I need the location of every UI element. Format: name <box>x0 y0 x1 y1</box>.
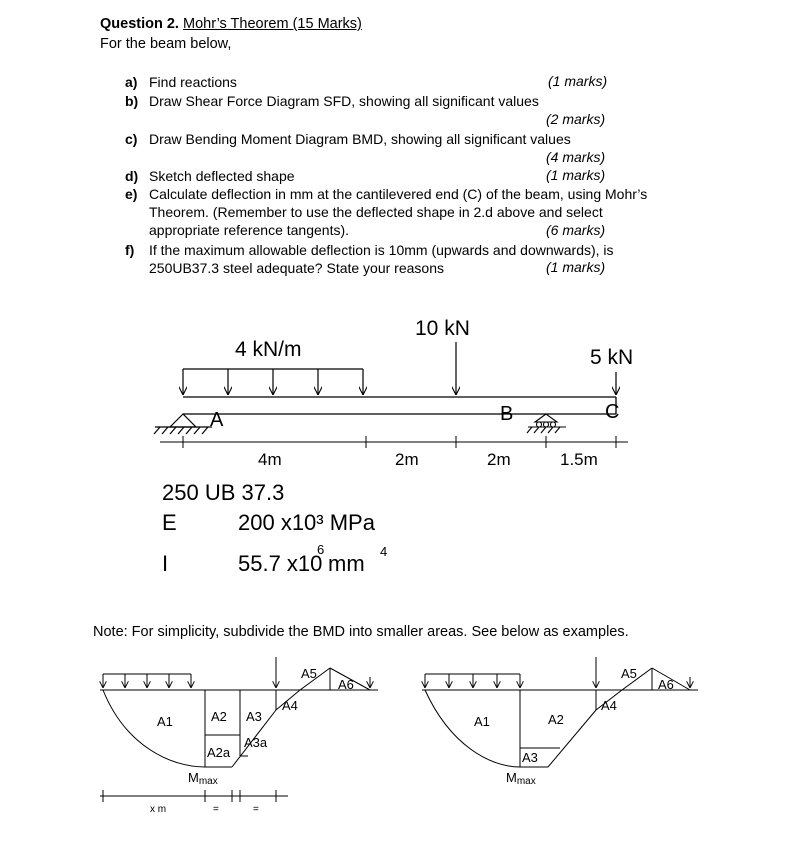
task-text: Draw Bending Moment Diagram BMD, showing all significant values <box>149 131 571 147</box>
point-load-5kn-label: 5 kN <box>590 346 634 369</box>
task-label: c) <box>125 131 138 147</box>
left-dim-x: x m <box>150 804 167 815</box>
task-c-marks: (4 marks) <box>546 149 606 165</box>
left-mmax: Mmax <box>188 770 218 787</box>
left-area-a3: A3 <box>246 709 262 724</box>
task-text-line-1: If the maximum allowable deflection is 10mm (upwards and downwards), is <box>149 242 614 258</box>
point-load-10kn-label: 10 kN <box>415 317 470 340</box>
left-dim-eq-1: = <box>213 804 219 815</box>
span-load-b: 2m <box>487 450 511 469</box>
question-number: Question 2. <box>100 16 179 32</box>
task-e-marks: (6 marks) <box>546 222 606 238</box>
support-b-label: B <box>500 403 514 425</box>
note-text: Note: For simplicity, subdivide the BMD into smaller areas. See below as examples. <box>93 624 629 640</box>
left-area-a6: A6 <box>338 677 354 692</box>
task-text: Sketch deflected shape <box>149 168 295 184</box>
i-unit: mm <box>328 551 365 576</box>
left-area-a2a: A2a <box>207 745 231 760</box>
example-bmd-left <box>100 657 378 802</box>
i-symbol: I <box>162 551 169 576</box>
roller-support-b <box>527 414 566 433</box>
left-area-a5: A5 <box>301 666 317 681</box>
right-mmax: Mmax <box>506 770 536 787</box>
right-area-a4: A4 <box>601 698 617 713</box>
left-area-a1: A1 <box>157 714 173 729</box>
task-label: d) <box>125 168 139 184</box>
e-value: 200 x10³ MPa <box>238 510 375 535</box>
end-c-label: C <box>605 401 620 423</box>
span-ab-right: 2m <box>395 450 419 469</box>
left-area-a4: A4 <box>282 698 298 713</box>
udl-label: 4 kN/m <box>235 338 302 361</box>
right-area-a5: A5 <box>621 666 637 681</box>
e-symbol: E <box>162 510 177 535</box>
task-text-line-3: appropriate reference tangents). <box>149 222 350 238</box>
left-dim-eq-2: = <box>253 804 259 815</box>
right-area-a1: A1 <box>474 714 490 729</box>
i-unit-exponent: 4 <box>380 544 388 559</box>
task-text-line-2: Theorem. (Remember to use the deflected shape in 2.d above and select <box>149 204 603 220</box>
i-exponent: 6 <box>317 542 325 557</box>
task-text: Draw Shear Force Diagram SFD, showing all significant values <box>149 93 539 109</box>
task-text-line-2: 250UB37.3 steel adequate? State your reasons <box>149 260 444 276</box>
left-area-a2: A2 <box>211 709 227 724</box>
task-label: a) <box>125 74 138 90</box>
support-a-label: A <box>210 409 224 431</box>
udl-load <box>183 369 363 395</box>
question-intro: For the beam below, <box>100 36 232 52</box>
right-area-a6: A6 <box>658 677 674 692</box>
i-value: 55.7 x10 <box>238 551 323 576</box>
beam <box>183 397 616 414</box>
span-bc: 1.5m <box>560 450 598 469</box>
question-heading: Mohr’s Theorem (15 Marks) <box>183 16 362 32</box>
section-name: 250 UB 37.3 <box>162 480 285 505</box>
task-d-marks: (1 marks) <box>546 167 606 183</box>
right-area-a2: A2 <box>548 712 564 727</box>
span-ab-left: 4m <box>258 450 282 469</box>
task-f-marks: (1 marks) <box>546 259 606 275</box>
task-a-marks: (1 marks) <box>548 73 608 89</box>
task-b-marks: (2 marks) <box>546 111 606 127</box>
task-text-line-1: Calculate deflection in mm at the cantilevered end (C) of the beam, using Mohr’s <box>149 186 648 202</box>
dimension-line <box>160 436 628 448</box>
task-label: b) <box>125 93 139 109</box>
task-label: e) <box>125 186 138 202</box>
left-area-a3a: A3a <box>244 735 268 750</box>
task-label: f) <box>125 242 135 258</box>
right-area-a3: A3 <box>522 750 538 765</box>
pin-support-a <box>154 414 212 434</box>
task-text: Find reactions <box>149 74 237 90</box>
